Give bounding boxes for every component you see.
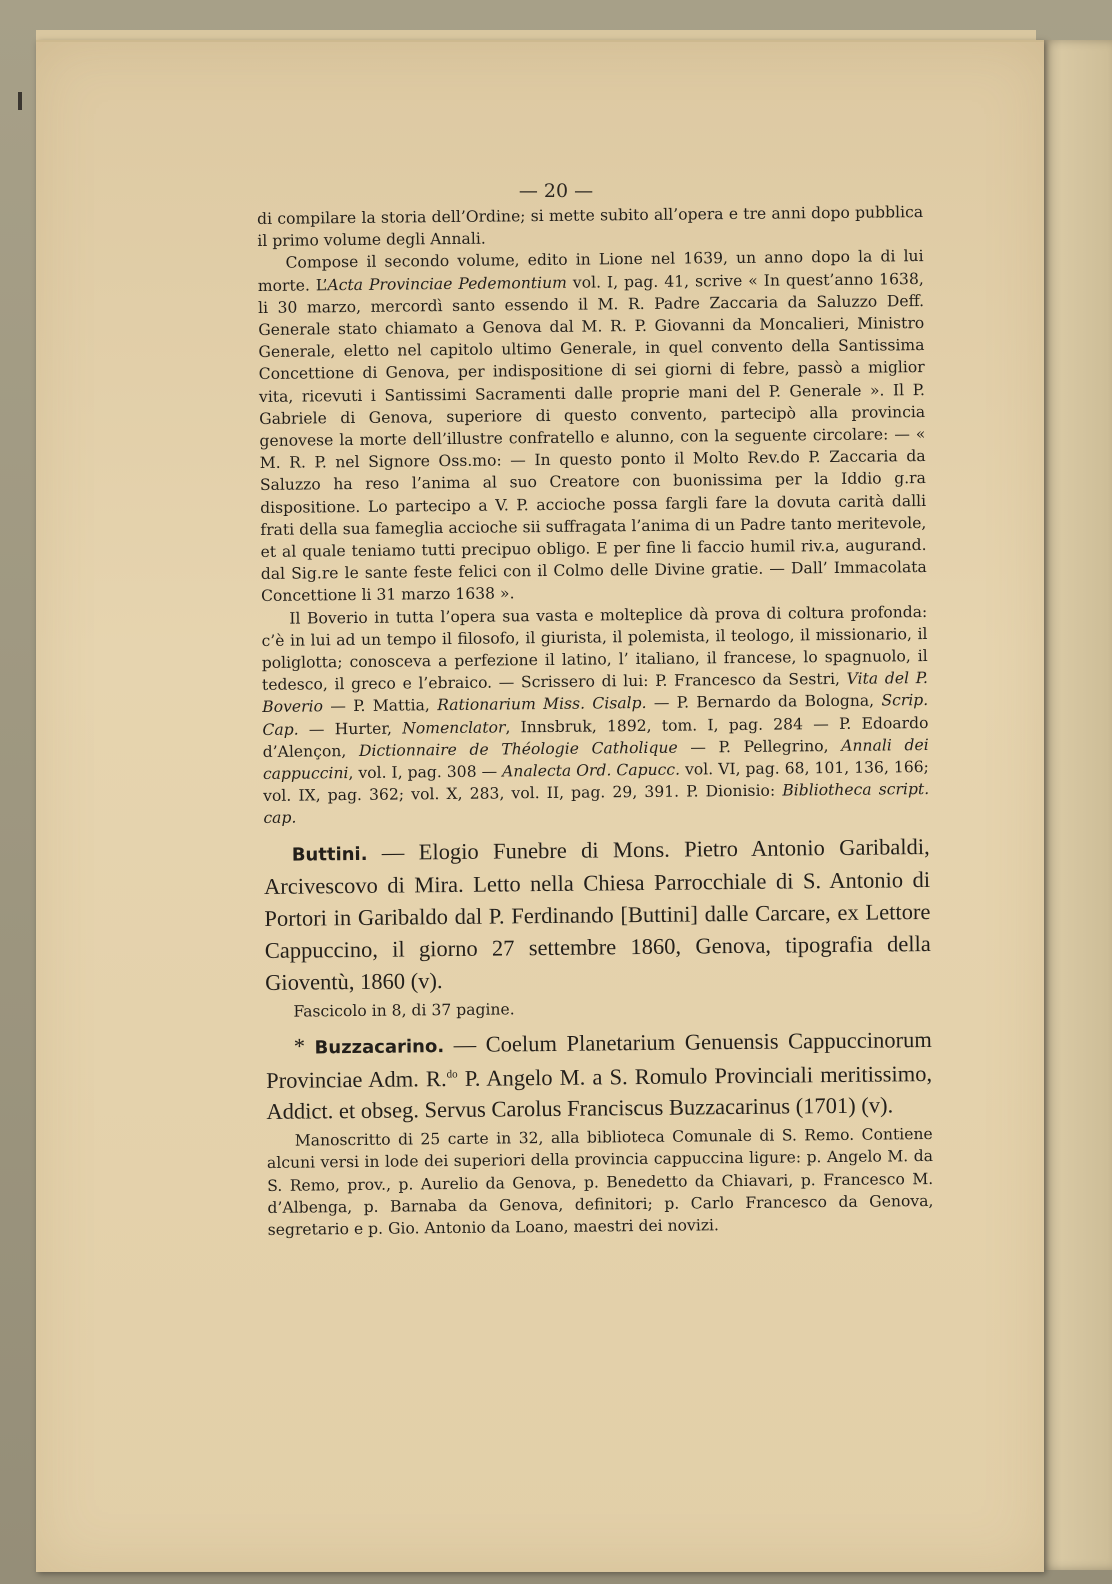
death-account-text-a: Compose il secondo volume, edito in Lione nel 1639, un anno dopo la di lui morte. L’ bbox=[257, 247, 924, 295]
citation-title: Rationarium Miss. Cisalp. bbox=[437, 694, 647, 715]
entry-buttini bbox=[264, 831, 932, 999]
page-text bbox=[257, 201, 934, 1247]
bibliography-text: — P. Pellegrino, bbox=[677, 736, 842, 757]
page-number: — 20 — bbox=[518, 180, 594, 202]
paragraph-death-account bbox=[257, 245, 927, 607]
bibliography-text: vol. VI, pag. 68, 101, 136, 166; vol. IX, pag. 362; vol. X, 283, vol. II, pag. 29, 391. P. Dionisio: bbox=[263, 758, 929, 806]
bibliography-text: , vol. I, pag. 308 — bbox=[348, 762, 503, 783]
citation-title: Vita del P. Boverio bbox=[262, 669, 929, 717]
paragraph-bibliography bbox=[261, 601, 929, 830]
citation-title: Bibliotheca script. cap. bbox=[263, 780, 930, 828]
citation-title: Scrip. Cap. bbox=[262, 691, 929, 739]
binding-mark bbox=[18, 92, 22, 110]
entry-note-buttini: Fascicolo in 8, di 37 pagine. bbox=[293, 1000, 515, 1021]
entry-heading-buzzacarino: Buzzacarino. bbox=[314, 1035, 445, 1059]
citation-title: Annali dei cappuccini bbox=[262, 735, 929, 784]
entry-buzzacarino bbox=[266, 1024, 933, 1128]
bibliography-text: Il Boverio in tutta l’opera sua vasta e molteplice dà prova di coltura profonda: c’è in lui ad un tempo il filosofo, il giurista, il polemista, il teologo, il missionario, il poliglotta; conosceva a perfezione il latino, l’ italiano, il francese, lo spagnuolo, il tedesco, il greco e l’ebraico. — Scrissero di lui: P. Francesco da Sestri, bbox=[261, 602, 928, 695]
superscript-do: do bbox=[446, 1068, 458, 1081]
bibliography-text: — P. Bernardo da Bologna, bbox=[646, 691, 882, 713]
entry-text-buzzacarino-a: — Coelum Planetarium Genuensis Cappuccinorum Provinciae Adm. R. bbox=[266, 1026, 932, 1093]
bibliography-text: — P. Mattia, bbox=[322, 696, 438, 716]
entry-text-buttini: — Elogio Funebre di Mons. Pietro Antonio Garibaldi, Arcivescovo di Mira. Letto nella Chiesa Parrocchiale di S. Antonio di Portori in Garibaldo dal P. Ferdinando [Buttini] dalle Carcare, ex Lettore Cappuccino, il giorno 27 settembre 1860, Genova, tipografia della Gioventù, 1860 (v). bbox=[263, 833, 931, 995]
citation-title: Nomenclator bbox=[402, 718, 506, 738]
bibliography-text: — Hurter, bbox=[298, 719, 403, 739]
entry-text-buzzacarino-b: P. Angelo M. a S. Romulo Provinciali meritissimo, Addict. et obseg. Servus Carolus Franciscus Buzzacarinus (1701) (v). bbox=[266, 1060, 933, 1125]
acta-title: Acta Provinciae Pedemontium bbox=[327, 273, 567, 294]
asterisk-mark: * bbox=[293, 1033, 315, 1059]
paragraph-intro: di compilare la storia dell’Ordine; si mette subito all’opera e tre anni dopo pubblica il primo volume degli Annali. bbox=[257, 203, 924, 251]
citation-title: Dictionnaire de Théologie Catholique bbox=[358, 738, 678, 760]
citation-title: Analecta Ord. Capucc. bbox=[502, 760, 681, 781]
death-account-text-b: vol. I, pag. 41, scrive « In quest’anno 1638, li 30 marzo, mercordì santo essendo il M. R. Padre Zaccaria da Saluzzo Deff. Generale stato chiamato a Genova dal M. R. P. Giovanni da Moncalieri, Ministro Generale, eletto nel capitolo ultimo Generale, in quel convento della Santissima Concettione di Genova, per indispositione di sei giorni di febre, passò a miglior vita, ricevuti i Santissimi Sacramenti dalle proprie mani del P. Generale ». Il P. Gabriele di Genova, superiore di questo convento, partecipò alla provincia genovese la morte dell’illustre confratello e alunno, con la seguente circolare: — « M. R. P. nel Signore Oss.mo: — In questo ponto il Molto Rev.do P. Zaccaria da Saluzzo ha reso l’anima al suo Creatore con buonissima per la Iddio g.ra dispositione. Lo partecipo a V. P. accioche possa fargli fare la dovuta carità dalli frati della sua fameglia accioche sii suffragata l’anima di un Padre tanto meritevole, et al quale teniamo tutti precipuo obligo. E per fine li faccio humil riv.a, augurand. dal Sig.re le sante feste felici con il Colmo delle Divine gratie. — Dall’ Immacolata Concettione li 31 marzo 1638 ». bbox=[257, 269, 927, 606]
entry-note-buzzacarino: Manoscritto di 25 carte in 32, alla biblioteca Comunale di S. Remo. Contiene alcuni versi in lode dei superiori della provincia cappuccina ligure: p. Angelo M. da S. Remo, prov., p. Aurelio da Genova, p. Benedetto da Chiavari, p. Francesco M. d’Albenga, p. Barnaba da Genova, definitori; p. Carlo Francesco da Genova, segretario e p. Gio. Antonio da Loano, maestri dei novizi. bbox=[266, 1125, 934, 1240]
bibliography-text: , Innsbruk, 1892, tom. I, pag. 284 — P. Edoardo d’Alençon, bbox=[262, 713, 929, 761]
entry-heading-buttini: Buttini. bbox=[291, 843, 368, 866]
next-page-edge bbox=[1040, 40, 1112, 1570]
